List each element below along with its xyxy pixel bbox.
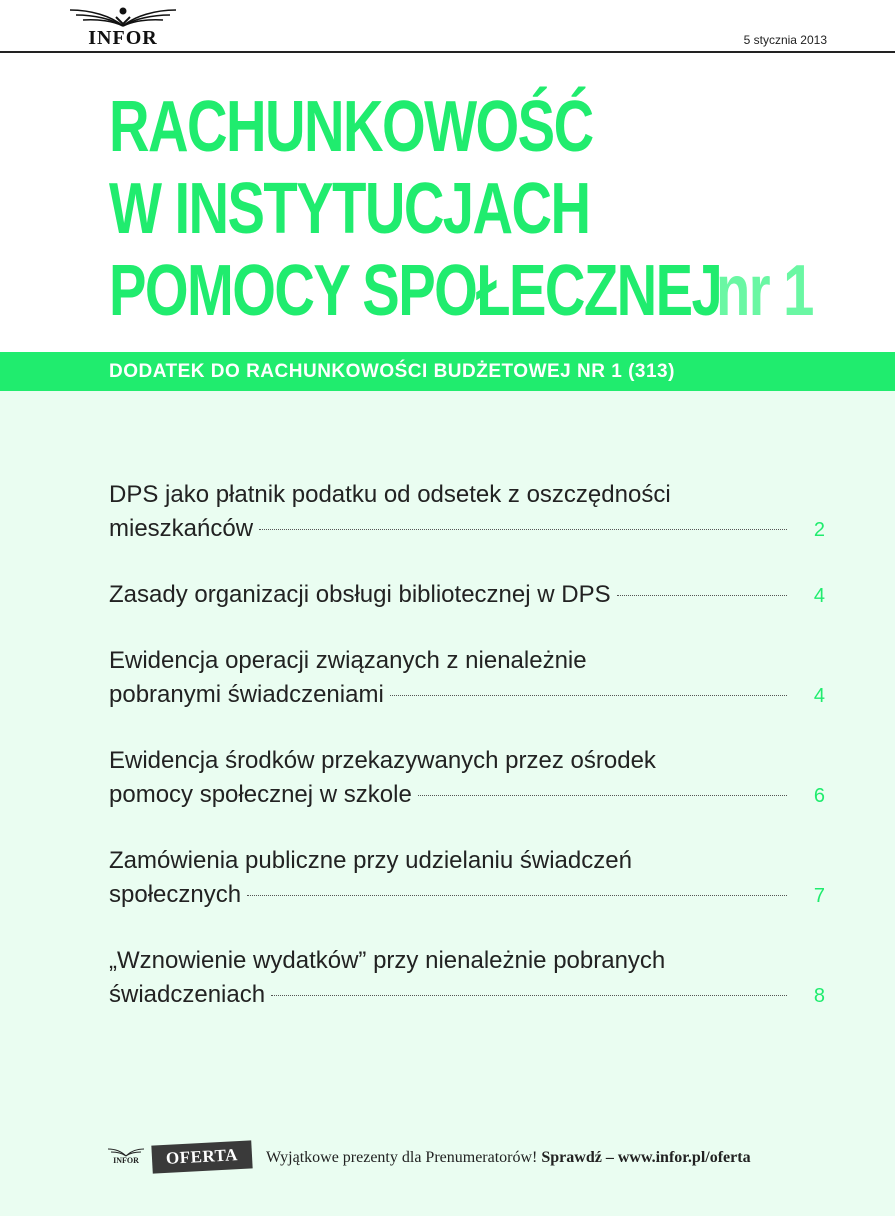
toc-page-number: 7 — [813, 885, 825, 907]
footer-logo-wordmark: INFOR — [113, 1156, 139, 1165]
issue-date: 5 stycznia 2013 — [743, 33, 827, 47]
toc-entry-title: pobranymi świadczeniami — [109, 681, 384, 708]
toc-entry-title: świadczeniach — [109, 981, 266, 1008]
offer-badge: OFERTA — [151, 1140, 252, 1173]
title-line-2: W INSTYTUCJACH — [109, 169, 590, 249]
dot-leader — [617, 595, 787, 596]
toc-entry-row — [109, 978, 825, 1012]
toc-entry-title-line: Zamówienia publiczne przy udzielaniu świadczeń — [109, 847, 632, 874]
toc-entry[interactable] — [109, 478, 825, 546]
toc-entry-title-line: Ewidencja operacji związanych z nienależnie — [109, 647, 587, 674]
toc-entry-title-line: Ewidencja środków przekazywanych przez ośrodek — [109, 747, 656, 774]
toc-entry-title-line: „Wznowienie wydatków” przy nienależnie pobranych — [109, 947, 666, 974]
toc-entry-row — [109, 578, 825, 612]
offer-link[interactable]: Sprawdź – www.infor.pl/oferta — [541, 1149, 751, 1166]
dot-leader — [259, 529, 787, 530]
footer-offer — [0, 1140, 895, 1180]
infor-logo — [66, 2, 180, 50]
toc-entry-row — [109, 512, 825, 546]
dot-leader — [271, 995, 787, 996]
toc-entry[interactable] — [109, 578, 825, 612]
toc-entry[interactable] — [109, 744, 825, 812]
toc-page-number: 6 — [813, 785, 825, 807]
toc-entry-row — [109, 878, 825, 912]
toc-entry-title: społecznych — [109, 881, 242, 908]
title-line-3: POMOCY SPOŁECZNEJ — [109, 251, 722, 331]
toc-entry-title-line: DPS jako płatnik podatku od odsetek z oszczędności — [109, 481, 671, 508]
title-line-1: RACHUNKOWOŚĆ — [109, 87, 593, 167]
footer-logo — [107, 1145, 145, 1169]
dot-leader — [390, 695, 787, 696]
toc-entry-title: pomocy społecznej w szkole — [109, 781, 412, 808]
toc-entry[interactable] — [109, 944, 825, 1012]
logo-wordmark: INFOR — [88, 27, 158, 49]
toc-entry[interactable] — [109, 644, 825, 712]
toc-entry[interactable] — [109, 844, 825, 912]
toc-entry-row — [109, 778, 825, 812]
toc-entry-title: mieszkańców — [109, 515, 254, 542]
supplement-banner-text: DODATEK DO RACHUNKOWOŚCI BUDŻETOWEJ NR 1 (313) — [109, 361, 675, 382]
issue-number: nr 1 — [716, 251, 813, 331]
toc-page-number: 2 — [813, 519, 825, 541]
supplement-banner — [0, 352, 895, 391]
toc-page-number: 4 — [813, 585, 825, 607]
toc-page-number: 8 — [813, 985, 825, 1007]
header-divider — [0, 51, 895, 53]
offer-message: Wyjątkowe prezenty dla Prenumeratorów! — [266, 1149, 538, 1166]
toc-page-number: 4 — [813, 685, 825, 707]
dot-leader — [247, 895, 787, 896]
toc-entry-row — [109, 678, 825, 712]
offer-text — [266, 1149, 751, 1167]
table-of-contents — [109, 478, 825, 1044]
toc-entry-title: Zasady organizacji obsługi bibliotecznej w DPS — [109, 581, 611, 608]
dot-leader — [418, 795, 787, 796]
